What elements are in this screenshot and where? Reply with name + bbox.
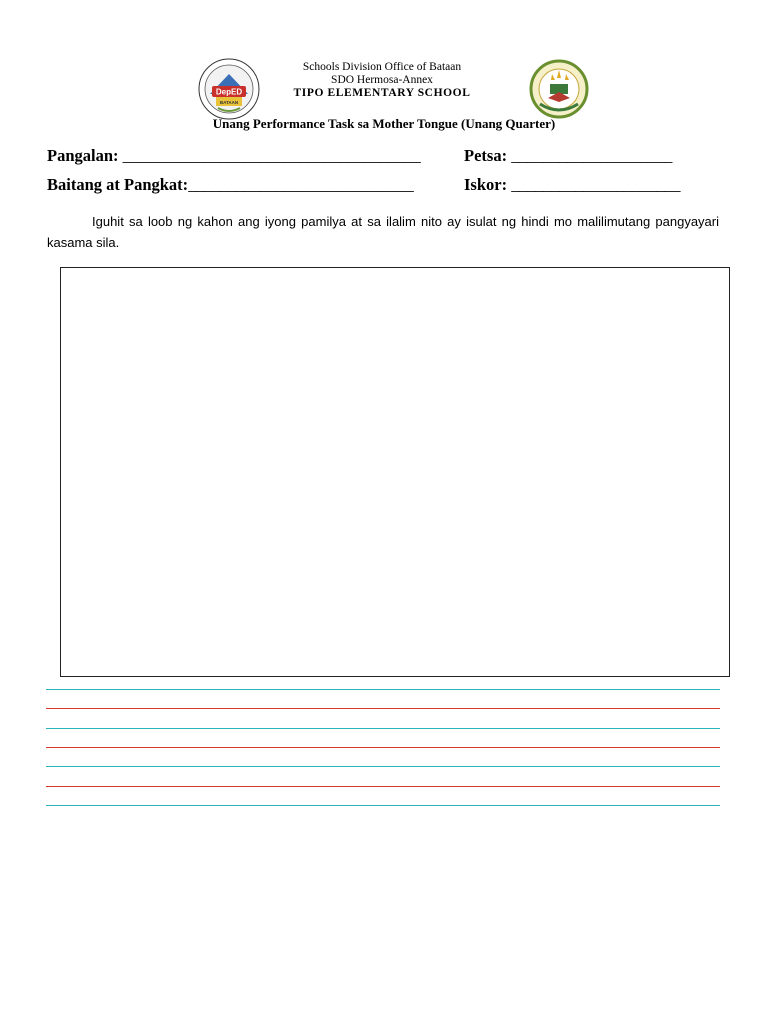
score-label: Iskor:: [464, 175, 508, 194]
writing-line[interactable]: [46, 747, 720, 748]
date-label: Petsa:: [464, 146, 508, 165]
writing-line[interactable]: [46, 728, 720, 729]
name-field[interactable]: [47, 146, 421, 166]
deped-text: DepED: [215, 87, 243, 97]
writing-line[interactable]: [46, 708, 720, 709]
task-title: Unang Performance Task sa Mother Tongue (Unang Quarter): [212, 116, 556, 131]
writing-line[interactable]: [46, 786, 720, 787]
score-field[interactable]: [464, 175, 680, 195]
name-blank[interactable]: _____________________________________: [122, 146, 421, 165]
writing-line[interactable]: [46, 805, 720, 806]
writing-line[interactable]: [46, 766, 720, 767]
name-label: Pangalan:: [47, 146, 119, 165]
instructions-text: Iguhit sa loob ng kahon ang iyong pamilya at sa ilalim nito ay isulat ng hindi mo malilimutang pangyayari kasama sila.: [47, 214, 719, 250]
school-header: [232, 61, 532, 100]
writing-line[interactable]: [46, 689, 720, 690]
grade-section-blank[interactable]: ____________________________: [188, 175, 414, 194]
tipo-elementary-school-seal-logo: [528, 58, 590, 120]
division-name: Schools Division Office of Bataan: [302, 61, 462, 73]
score-blank[interactable]: _____________________: [511, 175, 681, 194]
bataan-text: BATAAN: [219, 100, 239, 105]
grade-section-label: Baitang at Pangkat:: [47, 175, 189, 194]
date-blank[interactable]: ____________________: [511, 146, 673, 165]
school-name: TIPO ELEMENTARY SCHOOL: [293, 87, 471, 99]
office-name: SDO Hermosa-Annex: [331, 74, 433, 86]
date-field[interactable]: [464, 146, 672, 166]
grade-section-field[interactable]: [47, 175, 414, 195]
drawing-box[interactable]: [60, 267, 730, 677]
